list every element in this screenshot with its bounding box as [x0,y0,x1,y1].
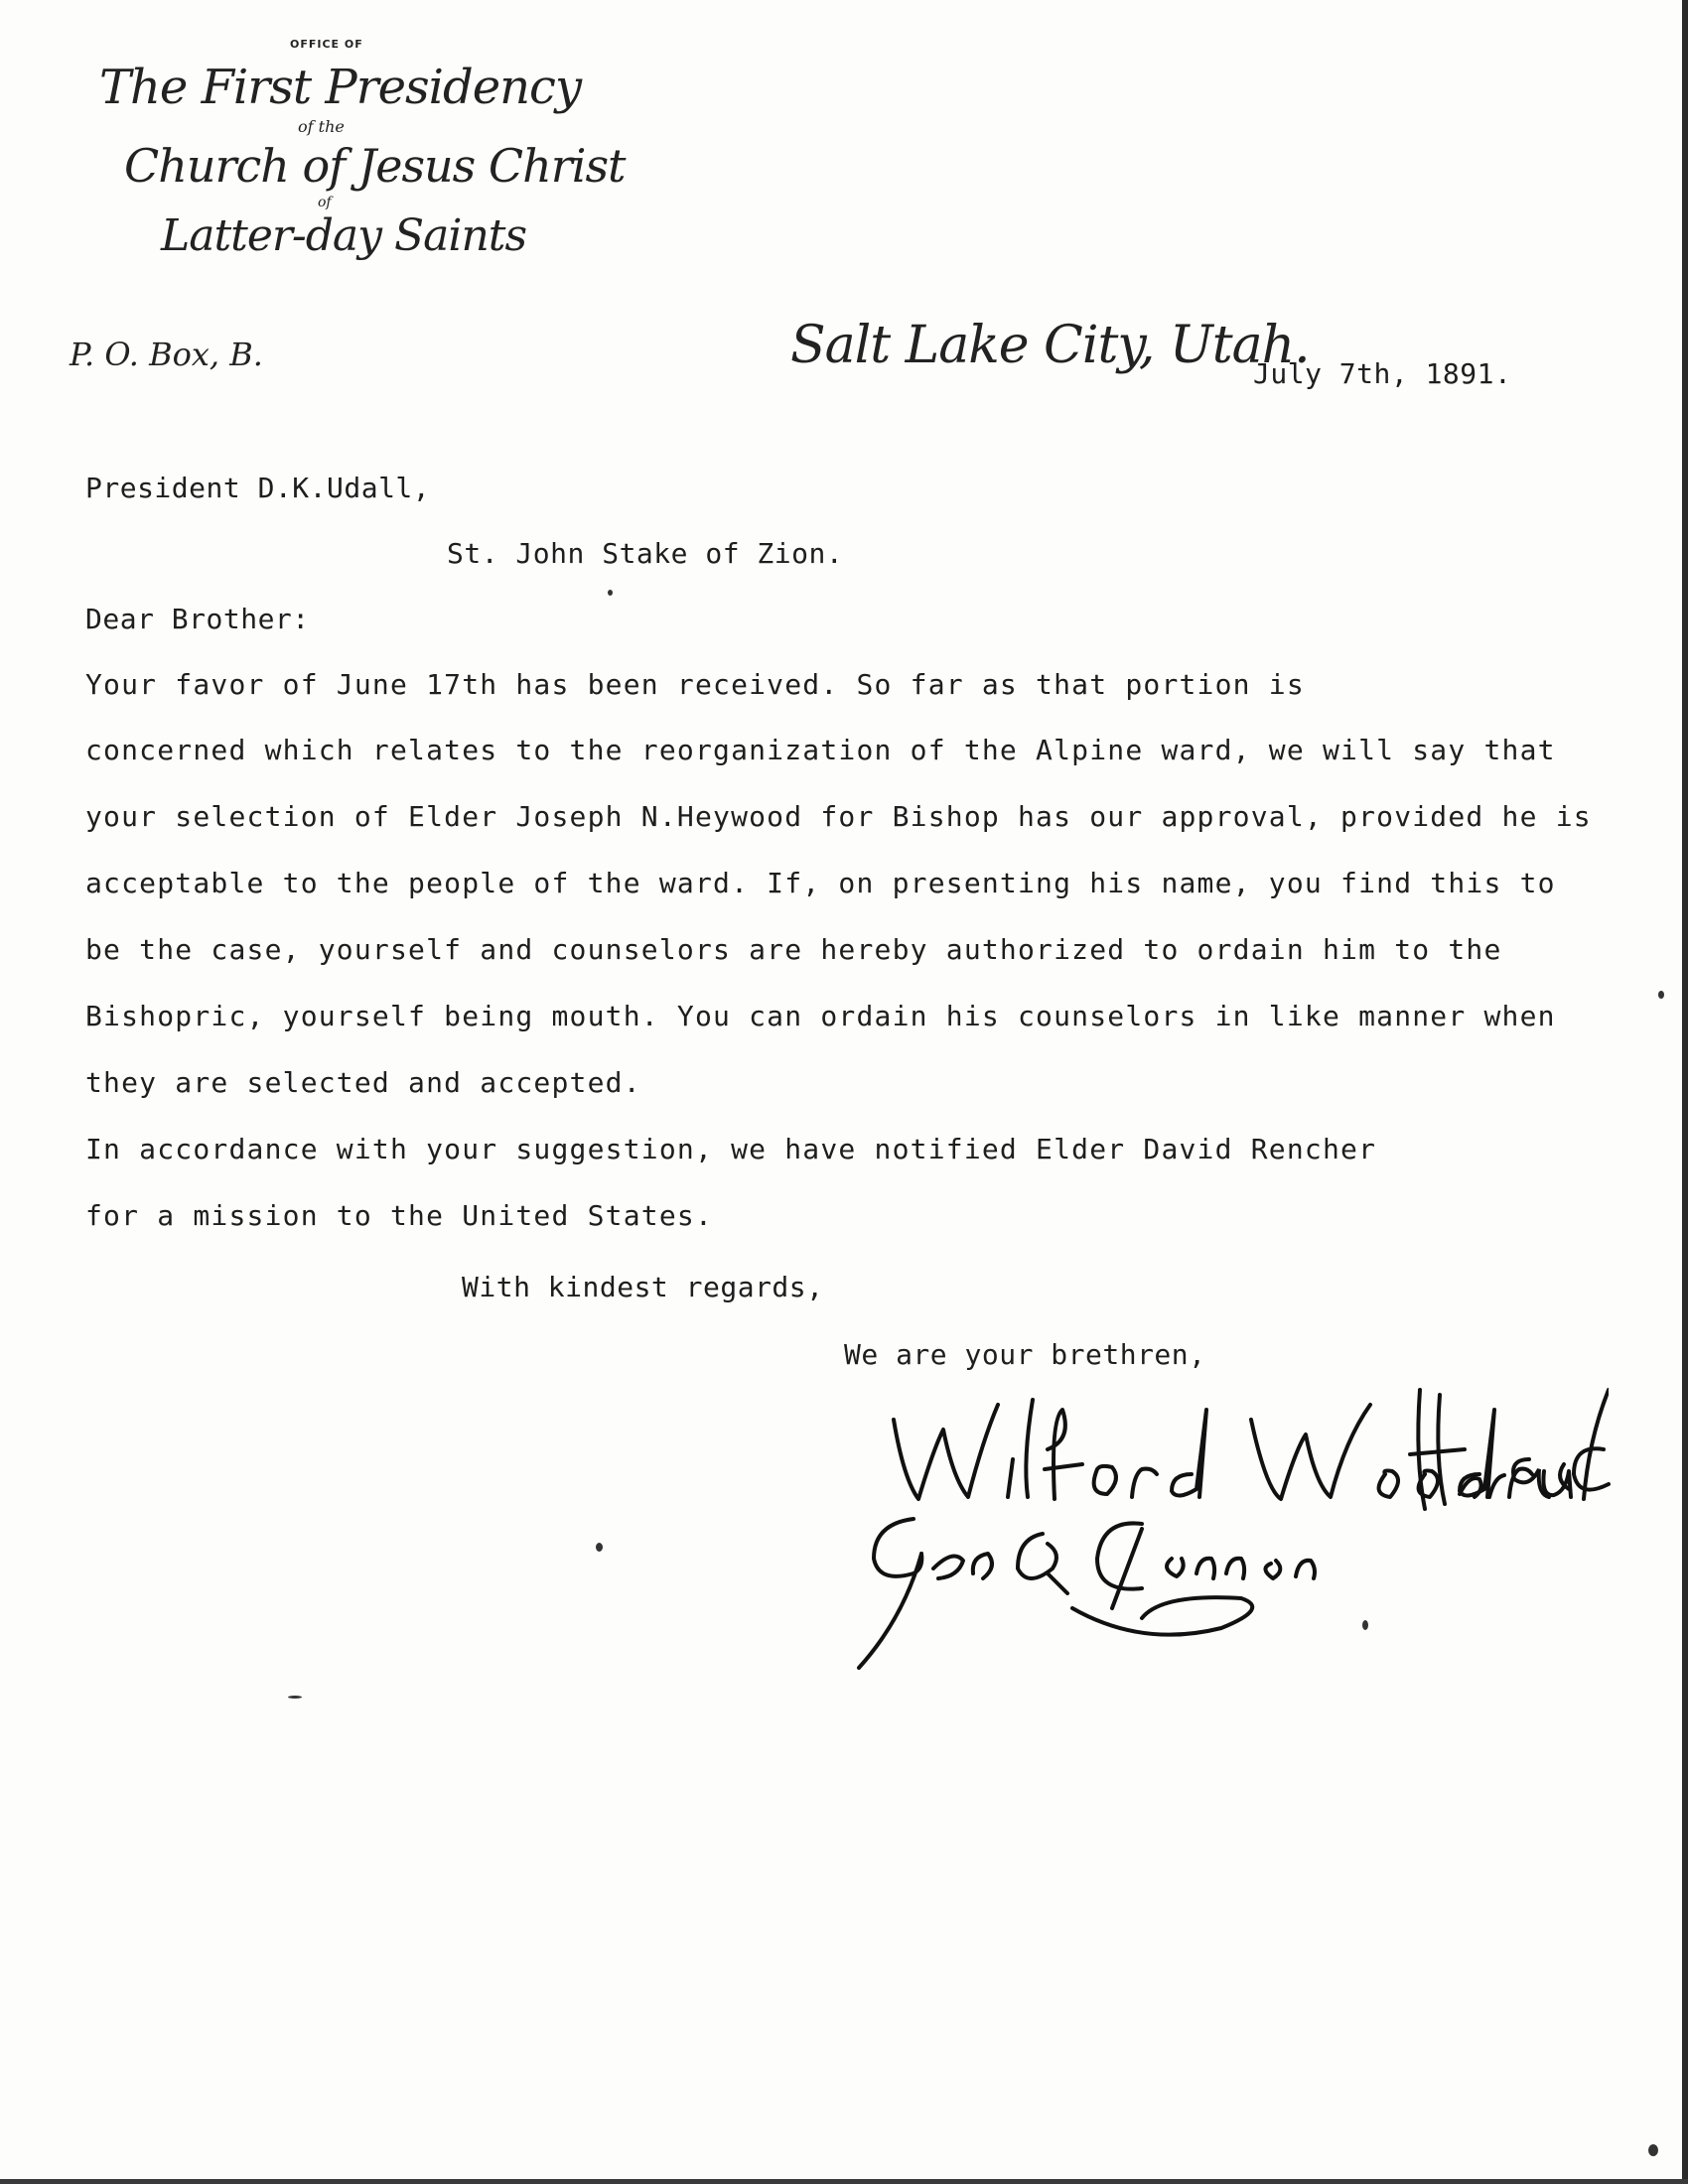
signature-per-gqc [1390,1380,1618,1519]
body-line: your selection of Elder Joseph N.Heywood for Bishop has our approval, provided he is [85,800,1592,833]
letterhead-city: Salt Lake City, Utah. [790,316,1310,375]
salutation: Dear Brother: [85,603,310,635]
letterhead-office-of: OFFICE OF [290,38,363,51]
body-line: acceptable to the people of the ward. If, on presenting his name, you find this to [85,867,1556,899]
recipient-name: President D.K.Udall, [85,472,431,504]
letter-date: July 7th, 1891. [1253,357,1512,390]
ink-speck [1658,991,1664,999]
body-line: they are selected and accepted. [85,1066,641,1099]
ink-speck [596,1543,603,1552]
ink-speck [1362,1620,1368,1630]
letterhead-latter-day-saints: Latter-day Saints [161,210,527,261]
ink-speck [608,590,613,596]
closing-regards: With kindest regards, [462,1271,824,1303]
body-line: concerned which relates to the reorganization of the Alpine ward, we will say that [85,734,1556,766]
ink-speck [288,1696,302,1699]
body-line: Your favor of June 17th has been received. So far as that portion is [85,668,1305,701]
closing-signoff: We are your brethren, [844,1338,1206,1371]
signature-geo-q-cannon [844,1499,1380,1678]
letterhead-po-box: P. O. Box, B. [70,336,263,373]
body-line: In accordance with your suggestion, we have notified Elder David Rencher [85,1133,1377,1165]
scan-edge-bottom [0,2179,1688,2184]
body-line: Bishopric, yourself being mouth. You can ordain his counselors in like manner when [85,1000,1556,1032]
letterhead-of: of [318,195,332,210]
letterhead-of-the: of the [298,117,345,136]
letterhead-church-name: Church of Jesus Christ [124,139,626,193]
recipient-stake: St. John Stake of Zion. [447,537,844,570]
body-line: for a mission to the United States. [85,1199,714,1232]
scan-edge-right [1682,0,1688,2184]
ink-speck [1648,2144,1658,2156]
body-line: be the case, yourself and counselors are hereby authorized to ordain him to the [85,933,1502,966]
letterhead-first-presidency: The First Presidency [99,60,582,115]
